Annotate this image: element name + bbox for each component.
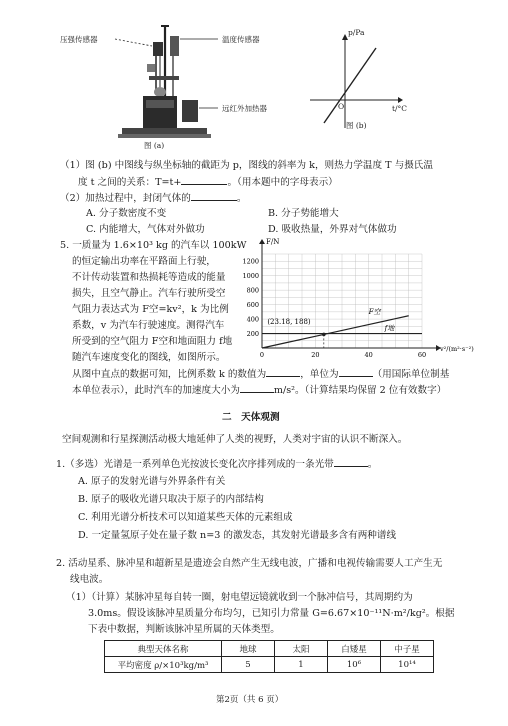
q5-line-6: 系数，v 为汽车行驶速度。测得汽车 [72, 320, 225, 331]
table-header: 太阳 [275, 641, 328, 657]
page-footer: 第2页（共 6 页） [216, 695, 284, 705]
q5-line10-text-b: m/s²。（计算结果均保留 2 位有效数字） [273, 385, 447, 396]
q5-k-unit-blank[interactable] [339, 366, 373, 377]
force-velocity-chart [238, 238, 500, 366]
section-heading: 二 天体观测 [222, 412, 280, 423]
q5-line-4: 损失，且空气静止。汽车行驶所受空 [72, 288, 226, 299]
q4-part2-answer-blank[interactable] [191, 190, 237, 201]
q5-line-10 [72, 382, 446, 399]
q4-part2-stem [60, 190, 246, 207]
q5-line-8: 随汽车速度变化的图线，如图所示。 [72, 352, 226, 363]
q5-line-7: 所受到的空气阻力 F空和地面阻力 f地 [72, 336, 233, 347]
y-tick-label: 1200 [242, 257, 259, 266]
table-cell: 10¹⁴ [381, 657, 434, 673]
q5-line-9 [72, 366, 449, 383]
table-cell: 5 [222, 657, 275, 673]
q5-line-2: 的恒定输出功率在平路面上行驶， [72, 256, 216, 267]
table-header: 典型天体名称 [105, 641, 222, 657]
y-tick-label: 1000 [242, 272, 259, 281]
density-table [104, 640, 434, 673]
figure-a-caption: 图 (a) [144, 141, 165, 150]
q4-part2-text: （2）加热过程中，封闭气体的 [60, 193, 191, 204]
section-intro: 空间观测和行星探测活动极大地延伸了人类的视野，人类对宇宙的认识不断深入。 [62, 434, 408, 445]
label-heater: 远红外加热器 [222, 104, 267, 113]
s2-q1-stem [56, 456, 377, 473]
series-label-air: F空 [368, 308, 381, 317]
figure-b-caption: 图 (b) [346, 121, 367, 130]
q4-option-b: B. 分子势能增大 [268, 208, 339, 219]
q4-part1-text-b: 。（用本题中的字母表示） [227, 177, 338, 188]
q5-line10-text-a: 本单位表示），此时汽车的加速度大小为 [72, 385, 240, 396]
density-table-wrap [104, 640, 434, 673]
table-row [105, 657, 434, 673]
q4-part1-line1: （1）图 (b) 中图线与纵坐标轴的截距为 p，图线的斜率为 k，则热力学温度 T 与摄氏温 [60, 160, 433, 171]
q5-line-1: 5. 一质量为 1.6×10³ kg 的汽车以 100kW [60, 240, 247, 251]
q5-acceleration-blank[interactable] [240, 382, 274, 393]
q5-line-5: 气阻力表达式为 F空=kv²，k 为比例 [72, 304, 229, 315]
table-header-row [105, 641, 434, 657]
s2-q1-stem-text: 1.（多选）光谱是一系列单色光按波长变化次序排列成的一条光带 [56, 459, 334, 470]
x-tick-label: 60 [417, 351, 427, 359]
s2-q1-option-d: D. 一定量氢原子处在量子数 n=3 的激发态，其发射光谱最多含有两种谱线 [78, 530, 397, 541]
s2-q1-stem-end: 。 [367, 459, 378, 470]
q4-option-a: A. 分子数密度不变 [86, 208, 167, 219]
figure-a [60, 20, 300, 155]
intersection-point [322, 333, 326, 337]
y-tick-label: 200 [246, 330, 259, 339]
label-pressure-sensor: 压强传感器 [60, 35, 98, 44]
q5-chart [238, 238, 500, 366]
x-axis-label: t/°C [392, 104, 408, 113]
intersection-annotation: (23.18, 188) [267, 318, 311, 327]
table-cell: 10⁶ [328, 657, 381, 673]
q5-k-value-blank[interactable] [266, 366, 300, 377]
table-header: 地球 [222, 641, 275, 657]
s2-q2-sub1-line1: （1）（计算）某脉冲星每自转一圈，射电望远镜就收到一个脉冲信号，其周期约为 [66, 592, 413, 603]
p-t-graph [306, 28, 406, 133]
s2-q1-option-b: B. 原子的吸收光谱只取决于原子的内部结构 [78, 494, 264, 505]
s2-q1-option-a: A. 原子的发射光谱与外界条件有关 [78, 476, 226, 487]
table-row-label: 平均密度 ρ/×10³kg/m³ [105, 657, 222, 673]
s2-q1-option-c: C. 利用光谱分析技术可以知道某些天体的元素组成 [78, 512, 293, 523]
x-tick-label: 0 [259, 351, 265, 359]
q4-option-d: D. 吸收热量，外界对气体做功 [268, 224, 397, 235]
s2-q2-sub1-line3: 下表中数据，判断该脉冲星所属的天体类型。 [88, 624, 280, 635]
s2-q2-line2: 线电波。 [70, 574, 109, 585]
q5-line9-text-b: ，单位为 [300, 369, 339, 380]
table-header: 白矮星 [328, 641, 381, 657]
table-header: 中子星 [381, 641, 434, 657]
x-tick-label: 20 [311, 351, 320, 359]
q5-line9-text-a: 从图中直点的数据可知，比例系数 k 的数值为 [72, 369, 267, 380]
y-tick-label: 600 [246, 301, 259, 310]
figure-b [306, 28, 406, 133]
q4-part1-text-a: 度 t 之间的关系：T=t+ [78, 177, 182, 188]
s2-q2-sub1-line2: 3.0ms。假设该脉冲星质量分布均匀，已知引力常量 G=6.67×10⁻¹¹N·m²/kg²。根据 [88, 608, 455, 619]
s2-q2-line1: 2. 活动星系、脉冲星和超新星是遗迹会自然产生无线电波，广播和电视传输需要人工产生无 [56, 558, 443, 569]
q4-option-c: C. 内能增大，气体对外做功 [86, 224, 205, 235]
y-axis-arrow [259, 239, 265, 244]
q4-part2-end: 。 [236, 193, 247, 204]
series-label-ground: f地 [384, 324, 395, 333]
q4-part1-line2 [78, 174, 338, 191]
x-tick-label: 40 [364, 351, 373, 359]
q5-line-3: 不计传动装置和热损耗等造成的能量 [72, 272, 226, 283]
label-temperature-sensor: 温度传感器 [222, 35, 260, 44]
s2-q1-answer-blank[interactable] [334, 456, 368, 467]
q5-line9-text-c: （用国际单位制基 [372, 369, 450, 380]
y-axis-label: p/Pa [348, 28, 365, 37]
chart-x-label: v²/(m²·s⁻²) [440, 345, 474, 353]
table-cell: 1 [275, 657, 328, 673]
chart-y-label: F/N [266, 238, 280, 246]
q4-part1-answer-blank[interactable] [181, 174, 227, 185]
y-tick-label: 800 [246, 286, 259, 295]
y-tick-label: 400 [246, 315, 259, 324]
origin-label: O [338, 102, 345, 111]
